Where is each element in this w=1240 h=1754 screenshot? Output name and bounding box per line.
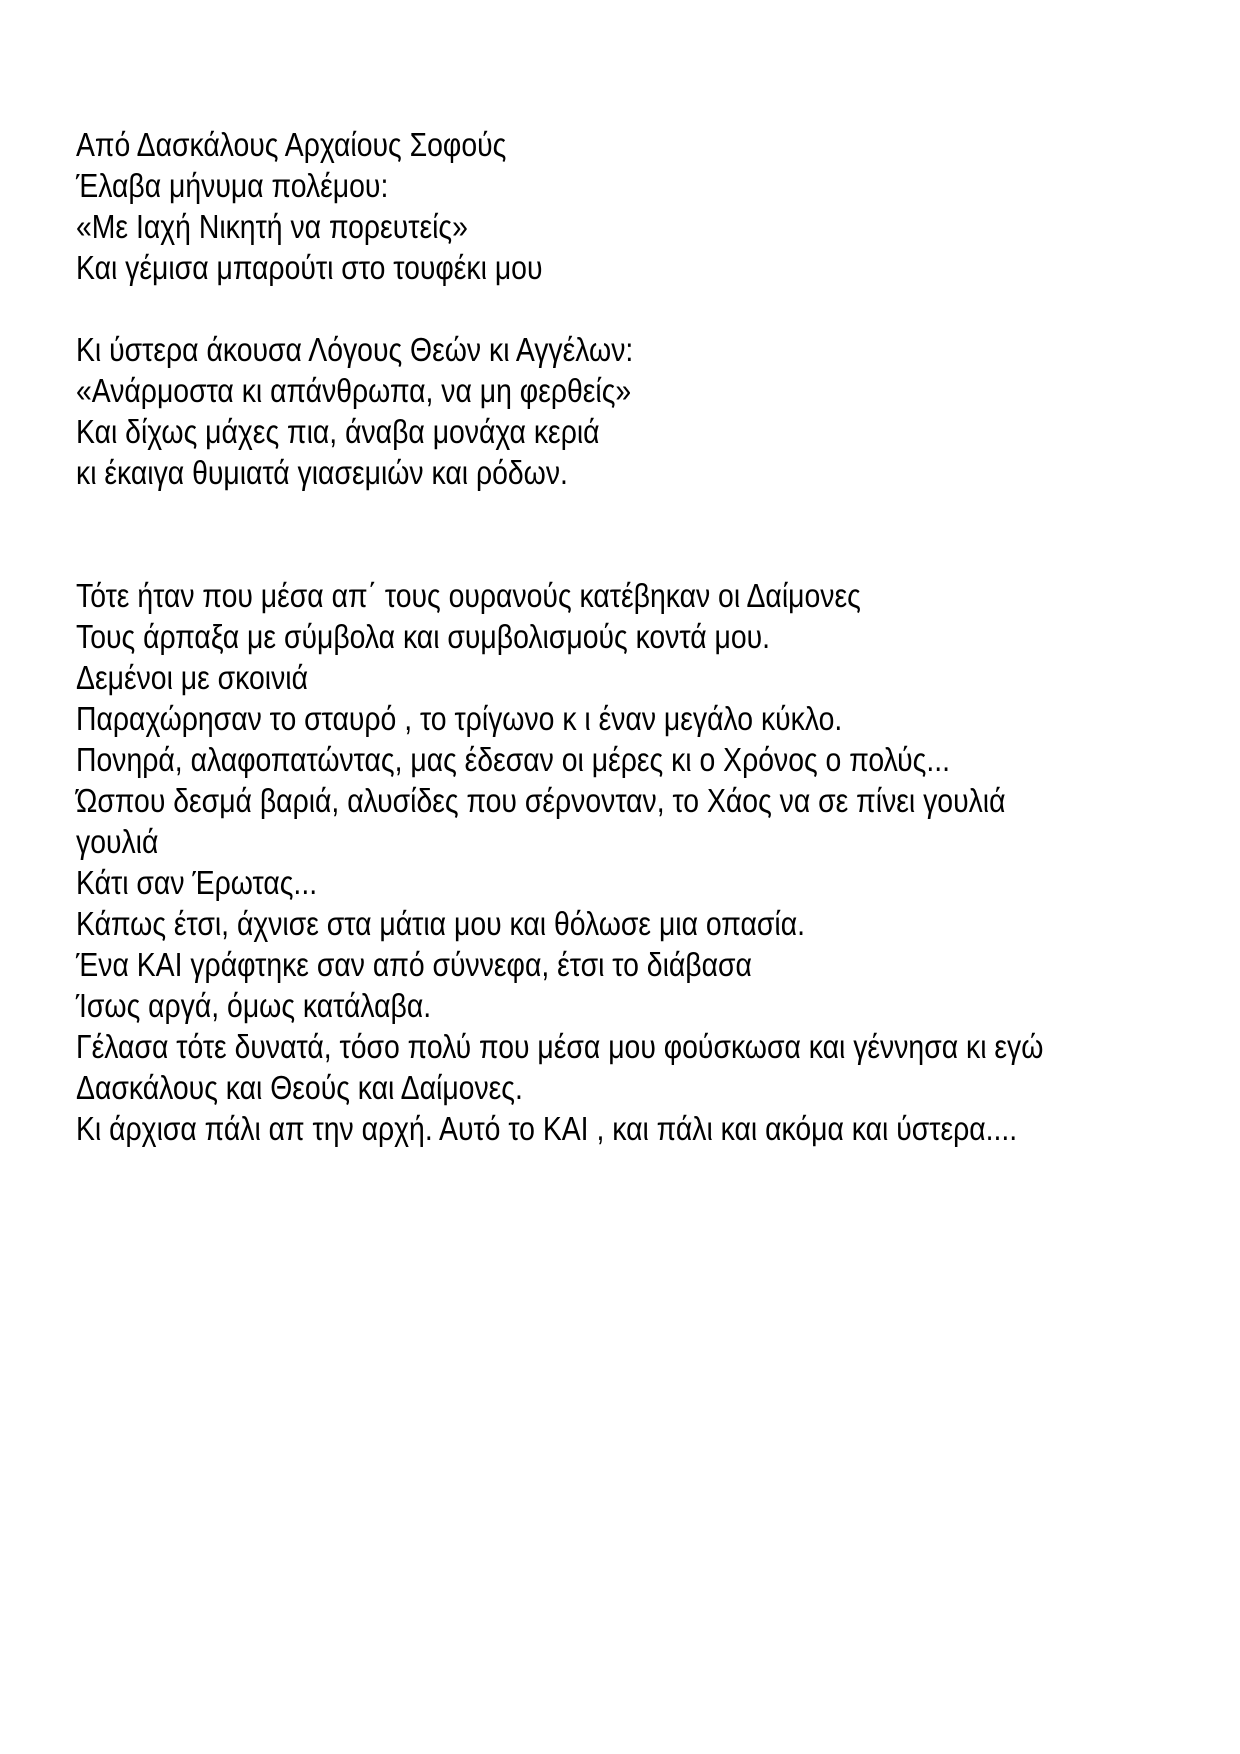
poem-line: Κι ύστερα άκουσα Λόγους Θεών κι Αγγέλων:	[76, 331, 634, 368]
poem-text	[76, 124, 1194, 1149]
poem-line: Ίσως αργά, όμως κατάλαβα.	[76, 987, 432, 1024]
poem-line: Πονηρά, αλαφοπατώντας, μας έδεσαν οι μέρες κι ο Χρόνος ο πολύς...	[76, 741, 950, 778]
poem-line: γουλιά	[76, 823, 159, 860]
poem-line: «Με Ιαχή Νικητή να πορευτείς»	[76, 208, 468, 245]
poem-line: Ώσπου δεσμά βαριά, αλυσίδες που σέρνονταν, το Χάος να σε πίνει γουλιά	[76, 782, 1006, 819]
poem-line: Και γέμισα μπαρούτι στο τουφέκι μου	[76, 249, 543, 286]
poem-line: Κάτι σαν Έρωτας...	[76, 864, 318, 901]
poem-line: Δεμένοι με σκοινιά	[76, 659, 309, 696]
poem-line: Κάπως έτσι, άχνισε στα μάτια μου και θόλωσε μια οπασία.	[76, 905, 805, 942]
poem-line: Γέλασα τότε δυνατά, τόσο πολύ που μέσα μου φούσκωσα και γέννησα κι εγώ	[76, 1028, 1044, 1065]
poem-line: Ένα ΚΑΙ γράφτηκε σαν από σύννεφα, έτσι το διάβασα	[76, 946, 752, 983]
poem-line: «Ανάρμοστα κι απάνθρωπα, να μη φερθείς»	[76, 372, 632, 409]
stanza-3	[76, 575, 1194, 1149]
poem-line: Τότε ήταν που μέσα απ΄ τους ουρανούς κατέβηκαν οι Δαίμονες	[76, 577, 861, 614]
poem-line: Από Δασκάλους Αρχαίους Σοφούς	[76, 126, 507, 163]
poem-line: Κι άρχισα πάλι απ την αρχή. Αυτό το ΚΑΙ , και πάλι και ακόμα και ύστερα....	[76, 1110, 1018, 1147]
poem-line: Παραχώρησαν το σταυρό , το τρίγωνο κ ι έναν μεγάλο κύκλο.	[76, 700, 843, 737]
stanza-2	[76, 329, 1194, 493]
poem-line: Δασκάλους και Θεούς και Δαίμονες.	[76, 1069, 523, 1106]
poem-line: Έλαβα μήνυμα πολέμου:	[76, 167, 389, 204]
stanza-1	[76, 124, 1194, 288]
poem-line: κι έκαιγα θυμιατά γιασεμιών και ρόδων.	[76, 454, 568, 491]
poem-line: Και δίχως μάχες πια, άναβα μονάχα κεριά	[76, 413, 600, 450]
poem-line: Τους άρπαξα με σύμβολα και συμβολισμούς κοντά μου.	[76, 618, 771, 655]
